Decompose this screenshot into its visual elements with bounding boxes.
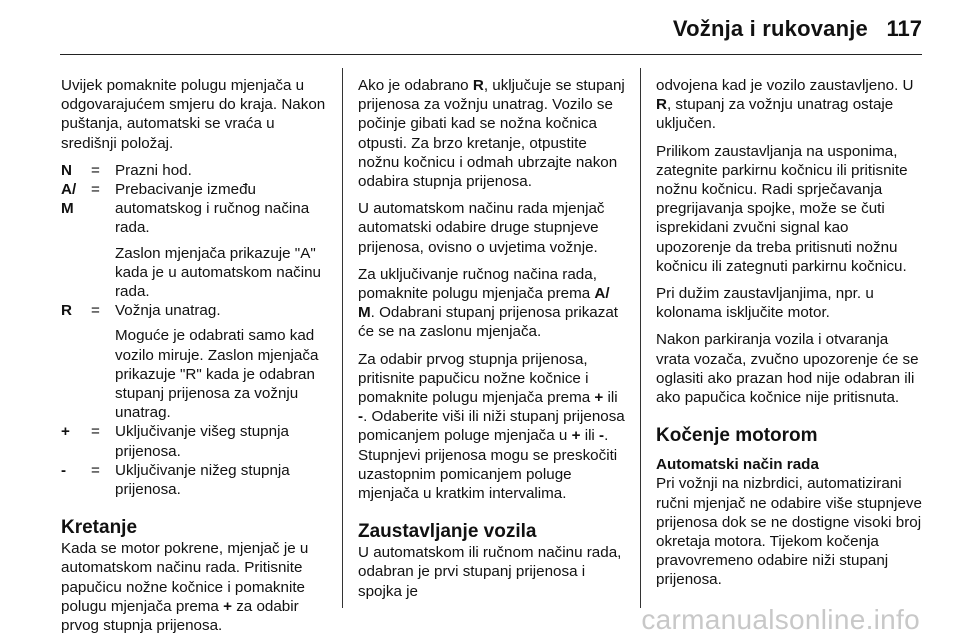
text-run: Za uključivanje ručnog načina rada, pomaknite polugu mjenjača prema <box>358 265 597 303</box>
symbol: R <box>656 96 667 114</box>
def-term: - <box>61 461 67 479</box>
def-eq: = <box>91 161 100 179</box>
symbol: R <box>472 77 484 94</box>
section-heading-kocenje: Kočenje motorom <box>656 425 818 447</box>
definition-am <box>61 180 327 238</box>
symbol: + <box>571 427 581 445</box>
page-header <box>0 0 960 62</box>
watermark: carmanualsonline.info <box>641 604 920 635</box>
def-term: N <box>61 161 72 179</box>
text-run: Kada se motor pokrene, mjenjač je u automatskom načinu rada. Pritisnite papučicu nožne kočnice i pomaknite polugu mjenjača prema <box>61 540 309 615</box>
definition-minus <box>61 461 327 499</box>
def-desc: Prebacivanje između automatskog i ručnog načina rada. <box>115 181 310 237</box>
def-desc: Vožnja unatrag. <box>115 302 221 320</box>
paragraph <box>358 350 628 504</box>
def-term: A/ M <box>61 181 77 218</box>
definition-n <box>61 161 327 180</box>
symbol: - <box>358 408 364 426</box>
definition-r <box>61 301 327 320</box>
paragraph: Nakon parkiranja vozila i otvaranja vrata vozača, zvučno upozorenje će se oglasiti ako prazan hod nije odabran ili ako papučica kočnice nije pritisnuta. <box>656 331 919 407</box>
text-run: . Odabrani stupanj prijenosa prikazat će se na zaslonu mjenjača. <box>358 304 619 341</box>
header-divider <box>60 54 922 55</box>
def-term: R <box>61 302 72 320</box>
def-eq: = <box>91 423 100 441</box>
kretanje-paragraph <box>61 539 327 635</box>
text-run: . Stupnjevi prijenosa mogu se preskočiti uzastopnim pomicanjem poluge mjenjača u kratkim intervalima. <box>358 427 618 503</box>
paragraph: Pri vožnji na nizbrdici, automatizirani ručni mjenjač ne odabire više stupnjeve prijenosa dok se ne dostigne visoki broj okretaja motora. Tijekom kočenja pravovremeno odabire niži stupanj prijenosa. <box>656 475 922 589</box>
paragraph <box>656 76 926 134</box>
text-run: Ako je odabrano <box>358 77 473 94</box>
column-divider-2 <box>640 68 641 608</box>
symbol: A/ M <box>358 285 610 322</box>
def-note: Zaslon mjenjača prikazuje "A" kada je u automatskom načinu rada. <box>115 244 321 301</box>
paragraph: U automatskom ili ručnom načinu rada, odabran je prvi stupanj prijenosa i spojka je <box>358 544 622 600</box>
paragraph <box>358 76 628 191</box>
text-run: , stupanj za vožnju unatrag ostaje uključen. <box>656 96 894 133</box>
page-title: Vožnja i rukovanje <box>672 16 868 41</box>
def-desc: Uključivanje višeg stupnja prijenosa. <box>115 423 289 460</box>
def-note: Moguće je odabrati samo kad vozilo miruje. Zaslon mjenjača prikazuje "R" kada je odabran stupanj prijenosa za vožnju unatrag. <box>115 327 319 422</box>
text-run: za odabir prvog stupnja prijenosa. <box>61 597 299 635</box>
text-run: Za odabir prvog stupnja prijenosa, pritisnite papučicu nožne kočnice i pomaknite polugu mjenjača prema <box>358 350 595 407</box>
symbol: - <box>599 427 605 445</box>
text-run: , uključuje se stupanj prijenosa za vožnju unatrag. Vozilo se počinje gibati kad se nožna kočnica otpusti. Za brzo kretanje, otpustite nožnu kočnicu i odmah ubrzajte nakon odabira stupnja prijenosa. <box>358 77 625 191</box>
intro-paragraph: Uvijek pomaknite polugu mjenjača u odgovarajućem smjeru do kraja. Nakon puštanja, automatski se vraća u središnji položaj. <box>61 77 326 152</box>
text-run: odvojena kad je vozilo zaustavljeno. U <box>656 77 914 94</box>
definition-plus <box>61 422 327 460</box>
text-run: . Odaberite viši ili niži stupanj prijenosa pomicanjem poluge mjenjača u <box>358 408 625 445</box>
section-heading-kretanje: Kretanje <box>61 517 138 539</box>
def-term: + <box>61 423 70 441</box>
symbol: + <box>594 389 604 407</box>
def-eq: = <box>91 302 100 320</box>
column-3 <box>656 76 926 598</box>
symbol: + <box>223 597 232 615</box>
text-run: ili <box>603 389 618 407</box>
def-desc: Prazni hod. <box>115 161 192 179</box>
def-desc: Uključivanje nižeg stupnja prijenosa. <box>115 461 290 499</box>
text-run: ili <box>580 427 600 445</box>
paragraph: Pri dužim zaustavljanjima, npr. u kolonama isključite motor. <box>656 285 874 322</box>
section-heading-zaustavljanje: Zaustavljanje vozila <box>358 521 537 543</box>
def-eq: = <box>91 181 100 199</box>
column-1 <box>61 76 327 643</box>
paragraph: Prilikom zaustavljanja na usponima, zategnite parkirnu kočnicu ili pritisnite nožnu kočnicu. Radi sprječavanja pregrijavanja spojke, može se čuti isprekidani zvučni signal kao upozorenje da treba pritisnuti nožnu kočnicu ili zategnuti parkirnu kočnicu. <box>656 142 908 275</box>
column-2 <box>358 76 628 609</box>
def-eq: = <box>91 461 100 479</box>
subsection-heading: Automatski način rada <box>656 456 819 474</box>
column-divider-1 <box>342 68 343 608</box>
paragraph: U automatskom načinu rada mjenjač automatski odabire druge stupnjeve prijenosa, ovisno o uvjetima vožnje. <box>358 200 605 256</box>
paragraph <box>358 265 628 342</box>
page-number: 117 <box>886 16 922 41</box>
